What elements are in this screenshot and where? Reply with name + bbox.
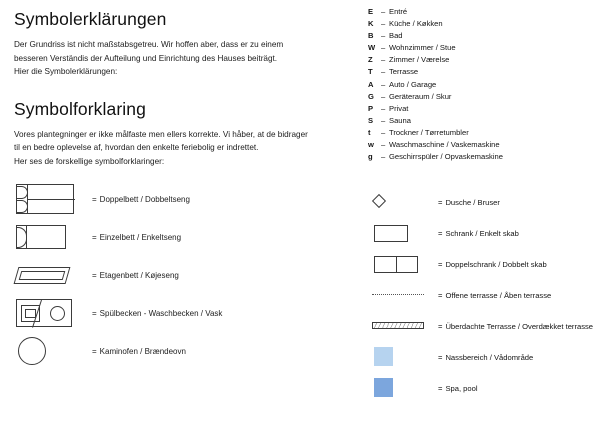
abbreviation-list [368, 8, 590, 165]
abbreviation-dash: – [381, 152, 386, 162]
legend-text: Überdachte Terrasse / Overdækket terrasse [445, 321, 594, 331]
abbreviation-key: B [368, 31, 374, 41]
abbreviation-value: Auto / Garage [389, 79, 437, 89]
abbreviation-dash: – [381, 140, 386, 150]
legend-row-open-terrace [368, 280, 590, 310]
equals-sign: = [438, 352, 443, 362]
abbreviation-value: Küche / Køkken [389, 19, 443, 29]
legend-row-double-bed [14, 182, 354, 216]
legend-text: Doppelschrank / Dobbelt skab [445, 259, 547, 269]
abbreviation-row [368, 81, 590, 93]
abbreviation-dash: – [381, 79, 386, 89]
left-symbol-list [14, 182, 354, 368]
legend-row-single-wardrobe [368, 218, 590, 248]
abbreviation-dash: – [381, 7, 386, 16]
abbreviation-key: g [368, 152, 373, 162]
equals-sign: = [438, 321, 443, 331]
single-bed-icon [14, 222, 78, 252]
legend-row-spa-pool [368, 373, 590, 403]
equals-sign: = [438, 383, 443, 393]
legend-row-shower [368, 187, 590, 217]
abbreviation-dash: – [381, 115, 386, 125]
legend-label-open-terrace [438, 291, 551, 300]
legend-label-spa-pool [438, 384, 478, 393]
legend-label-wood-stove [92, 347, 186, 356]
intro-dk-line-3: Her ses de forskellige symbolforklaringer: [14, 156, 165, 166]
abbreviation-key: W [368, 43, 376, 53]
intro-text-dk [14, 128, 332, 169]
equals-sign: = [438, 259, 443, 269]
intro-de-line-3: Hier die Symbolerklärungen: [14, 67, 118, 77]
intro-dk-line-1: Vores plantegninger er ikke målfaste men ellers korrekte. Vi håber, at de bidrager [14, 129, 308, 139]
abbreviation-row [368, 93, 590, 105]
abbreviation-dash: – [381, 67, 386, 77]
single-wardrobe-icon [368, 222, 426, 244]
abbreviation-key: t [368, 127, 371, 137]
abbreviation-dash: – [381, 127, 386, 137]
legend-row-double-wardrobe [368, 249, 590, 279]
intro-de-line-1: Der Grundriss ist nicht maßstabsgetreu. Wir hoffen aber, dass er zu einem [14, 40, 284, 49]
abbreviation-dash: – [381, 43, 386, 53]
abbreviation-key: T [368, 67, 373, 77]
left-column [14, 0, 354, 372]
legend-label-single-bed [92, 233, 181, 242]
abbreviation-value: Waschmaschine / Vaskemaskine [389, 140, 500, 150]
abbreviation-key: G [368, 91, 374, 101]
dotted-line-terrace-icon [368, 284, 426, 306]
legend-row-wood-stove [14, 334, 354, 368]
intro-dk-line-2: til en bedre oplevelse af, hvordan den enkelte feriebolig er indrettet. [14, 143, 259, 153]
abbreviation-value: Bad [389, 31, 403, 41]
legend-text: Nassbereich / Vådområde [445, 352, 534, 362]
abbreviation-row [368, 68, 590, 80]
wet-area-swatch-icon [368, 346, 426, 368]
legend-label-sink [92, 309, 222, 318]
legend-text: Dusche / Bruser [445, 197, 500, 207]
legend-text: Offene terrasse / Åben terrasse [445, 290, 552, 300]
abbreviation-key: P [368, 103, 374, 113]
equals-sign: = [438, 290, 443, 300]
equals-sign: = [438, 228, 443, 238]
abbreviation-dash: – [381, 55, 386, 65]
abbreviation-value: Entré [389, 7, 408, 16]
wood-stove-icon [14, 336, 78, 366]
abbreviation-key: E [368, 7, 374, 16]
equals-sign: = [92, 232, 97, 242]
abbreviation-value: Sauna [389, 115, 411, 125]
abbreviation-value: Privat [389, 103, 409, 113]
legend-label-bunk-bed [92, 271, 179, 280]
abbreviation-dash: – [381, 19, 386, 29]
legend-text: Spülbecken - Waschbecken / Vask [99, 308, 223, 318]
abbreviation-key: K [368, 19, 374, 29]
legend-text: Kaminofen / Brændeovn [99, 346, 186, 356]
page-title-de: Symbolerklärungen [14, 9, 167, 29]
sink-washbasin-icon [14, 298, 78, 328]
hatched-bar-terrace-icon [368, 315, 426, 337]
legend-text: Spa, pool [445, 383, 478, 393]
abbreviation-key: Z [368, 55, 373, 65]
legend-row-single-bed [14, 220, 354, 254]
legend-row-bunk-bed [14, 258, 354, 292]
right-symbol-list [368, 187, 594, 403]
equals-sign: = [92, 346, 97, 356]
abbreviation-dash: – [381, 91, 386, 101]
legend-label-covered-terrace [438, 322, 593, 331]
equals-sign: = [92, 194, 97, 204]
legend-text: Doppelbett / Dobbeltseng [99, 194, 190, 204]
equals-sign: = [92, 270, 97, 280]
equals-sign: = [438, 197, 443, 207]
legend-label-double-bed [92, 195, 190, 204]
legend-row-sink [14, 296, 354, 330]
legend-label-wet-area [438, 353, 533, 362]
abbreviation-dash: – [381, 31, 386, 41]
page-title-dk: Symbolforklaring [14, 98, 146, 119]
spa-pool-swatch-icon [368, 377, 426, 399]
legend-label-shower [438, 198, 500, 207]
legend-label-single-wardrobe [438, 229, 519, 238]
legend-text: Etagenbett / Køjeseng [99, 270, 179, 280]
abbreviation-key: A [368, 79, 374, 89]
abbreviation-dash: – [381, 103, 386, 113]
legend-text: Schrank / Enkelt skab [445, 228, 519, 238]
abbreviation-value: Geschirrspüler / Opvaskemaskine [389, 152, 503, 162]
double-bed-icon [14, 184, 78, 214]
abbreviation-value: Wohnzimmer / Stue [389, 43, 456, 53]
abbreviation-value: Trockner / Tørretumbler [389, 127, 469, 137]
legend-label-double-wardrobe [438, 260, 547, 269]
equals-sign: = [92, 308, 97, 318]
abbreviation-value: Zimmer / Værelse [389, 55, 450, 65]
abbreviation-key: S [368, 115, 374, 125]
double-wardrobe-icon [368, 253, 426, 275]
diamond-shower-icon [368, 191, 426, 213]
intro-de-line-2: besseren Verständis der Aufteilung und Einrichtung des Hauses beiträgt. [14, 53, 278, 63]
legend-text: Einzelbett / Enkeltseng [99, 232, 182, 242]
bunk-bed-icon [14, 260, 78, 290]
legend-row-covered-terrace [368, 311, 594, 341]
abbreviation-key: w [368, 140, 374, 150]
abbreviation-value: Geräteraum / Skur [389, 91, 452, 101]
intro-text-de [14, 38, 332, 79]
abbreviation-value: Terrasse [389, 67, 419, 77]
legend-row-wet-area [368, 342, 590, 372]
right-column [368, 7, 594, 404]
abbreviation-row [368, 153, 590, 165]
